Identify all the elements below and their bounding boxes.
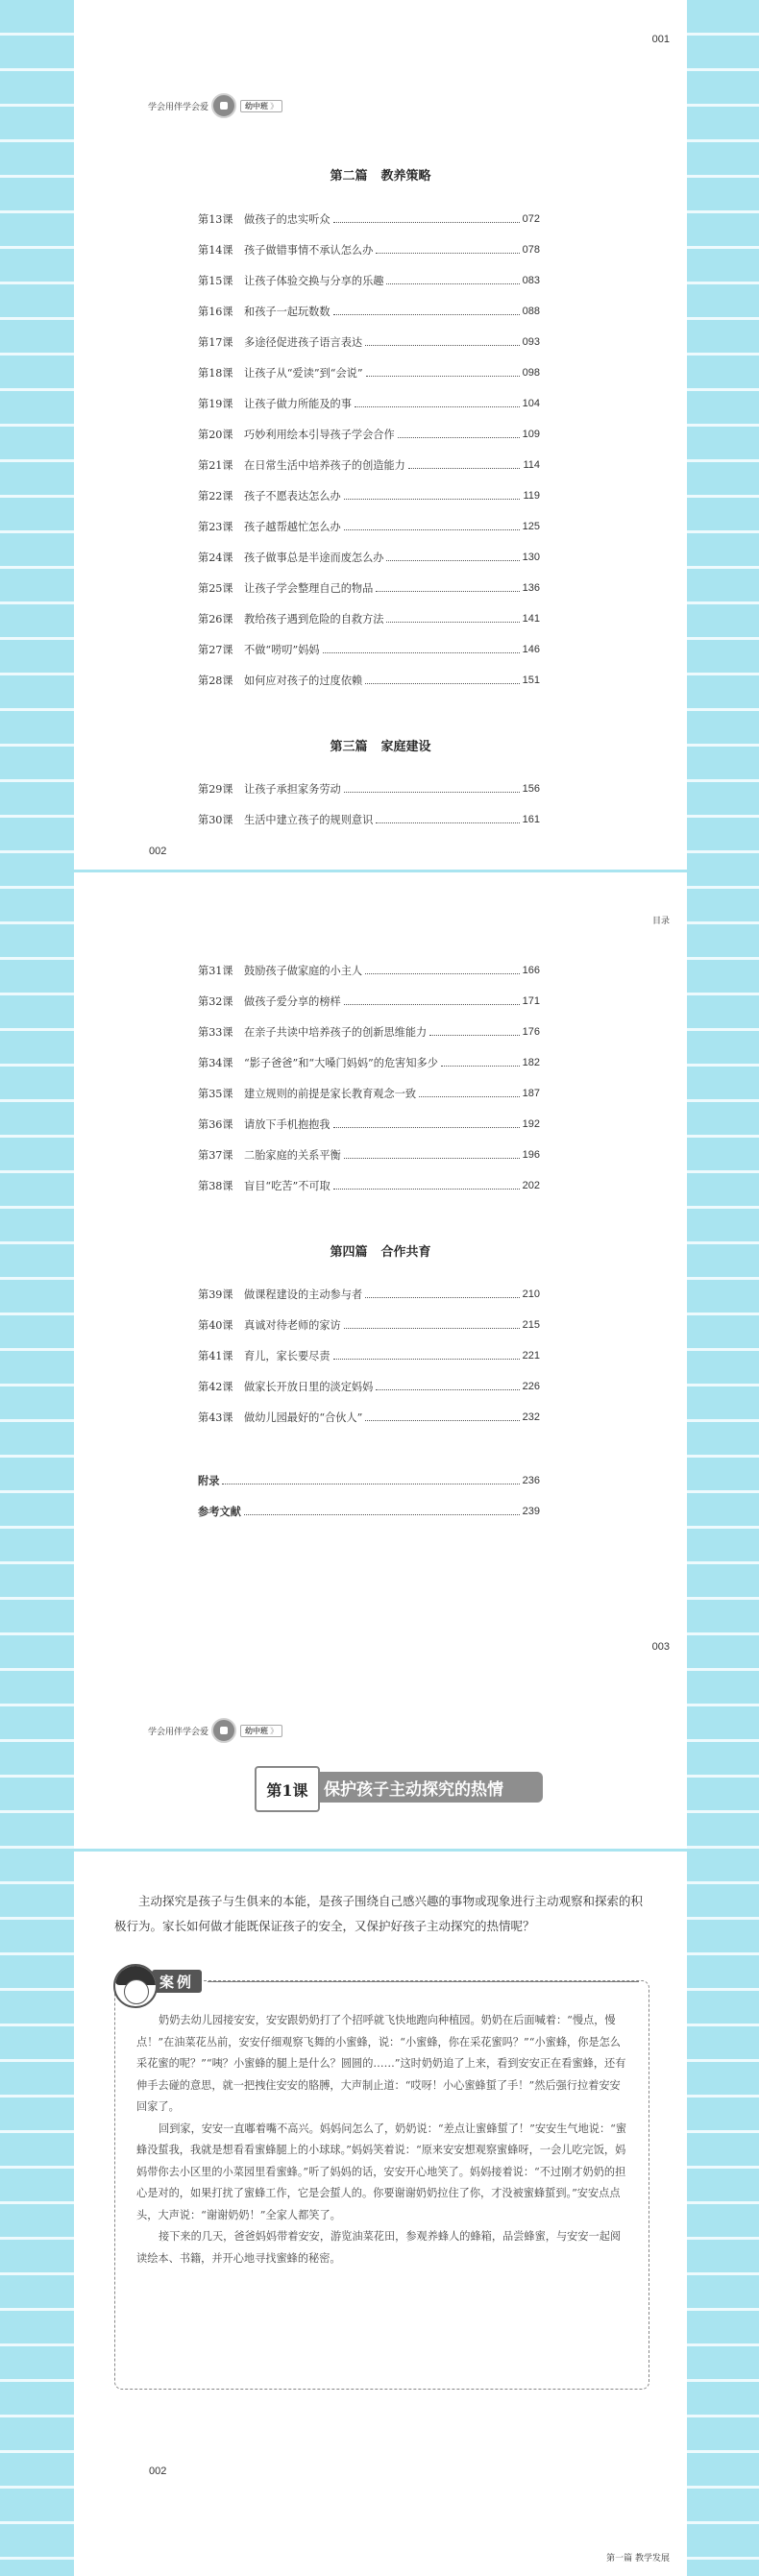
girl-avatar-icon: [113, 1964, 158, 2008]
toc-entry[interactable]: [198, 204, 540, 234]
page-ref: 171: [522, 995, 540, 1007]
running-header: [148, 93, 340, 120]
lesson-number: 第32课: [198, 995, 233, 1008]
case-label: 案例: [152, 1970, 202, 1993]
toc-entry[interactable]: [198, 634, 540, 665]
series-logo-icon: [211, 93, 236, 118]
lesson-label: 第1课: [255, 1766, 320, 1812]
dot-leader: [365, 973, 520, 974]
lesson-title: 保护孩子主动探究的热情: [308, 1772, 543, 1803]
dot-leader: [419, 1096, 520, 1097]
lesson-title: 让孩子学会整理自己的物品: [244, 582, 374, 595]
toc-entry[interactable]: [198, 542, 540, 573]
toc-entry[interactable]: [198, 1402, 540, 1433]
lesson-title: 让孩子体验交换与分享的乐趣: [244, 275, 384, 287]
dot-leader: [323, 652, 520, 653]
toc-entry[interactable]: [198, 1047, 540, 1078]
dot-leader: [344, 499, 521, 500]
page-ref: 141: [522, 613, 540, 625]
page-ref: 232: [522, 1411, 540, 1423]
lesson-title: 孩子做事总是半途而废怎么办: [244, 552, 384, 564]
dot-leader: [333, 222, 520, 223]
dot-leader: [376, 1389, 519, 1390]
page-ref: 114: [523, 459, 540, 471]
series-logo-icon: [211, 1718, 236, 1743]
toc-appendix: [198, 1465, 540, 1527]
lesson-number: 第29课: [198, 783, 233, 796]
dot-leader: [333, 1359, 520, 1360]
grade-tag: 幼中班 》: [240, 100, 282, 112]
toc-entry[interactable]: [198, 511, 540, 542]
page-ref: 109: [522, 429, 540, 440]
dot-leader: [386, 283, 519, 284]
toc-entry[interactable]: 附录 236: [198, 1474, 540, 1487]
page-ref: 136: [522, 582, 540, 594]
page-ref: 192: [522, 1118, 540, 1130]
series-title: 学会用伴学会爱: [148, 1727, 209, 1736]
dot-leader: [386, 560, 519, 561]
toc-page-1: [74, 0, 687, 870]
lesson-title: 做幼儿园最好的“合伙人”: [244, 1411, 363, 1424]
lesson-number: 第37课: [198, 1149, 233, 1162]
dot-leader: [344, 792, 520, 793]
lesson-number: 第38课: [198, 1180, 233, 1192]
dot-leader: [429, 1035, 519, 1036]
lesson-title: 盲目“吃苦”不可取: [244, 1180, 331, 1192]
toc-entry[interactable]: [198, 327, 540, 357]
divider: [208, 1981, 639, 1982]
toc-entry[interactable]: [198, 1310, 540, 1340]
dot-leader: [386, 622, 519, 623]
page-number: 002: [149, 2466, 167, 2477]
section-title: 第三篇 家庭建设: [330, 740, 431, 754]
page-ref: 161: [522, 814, 540, 825]
toc-entry[interactable]: [198, 265, 540, 296]
toc-entry[interactable]: [198, 357, 540, 388]
toc-entry[interactable]: [198, 480, 540, 511]
lesson-number: 第36课: [198, 1118, 233, 1131]
toc-entry[interactable]: [198, 1109, 540, 1140]
page-number: 002: [149, 846, 167, 857]
lesson-number: 第40课: [198, 1319, 233, 1332]
lesson-title: 孩子越帮越忙怎么办: [244, 521, 341, 533]
lesson-title: 巧妙利用绘本引导孩子学会合作: [244, 429, 395, 441]
dot-leader: [344, 1158, 520, 1159]
lesson-title: 如何应对孩子的过度依赖: [244, 675, 363, 687]
lesson-number: 第27课: [198, 644, 233, 656]
lesson-number: 第15课: [198, 275, 233, 287]
toc-list: [198, 1279, 540, 1433]
lesson-number: 第34课: [198, 1057, 233, 1069]
lesson-title: 让孩子做力所能及的事: [244, 398, 352, 410]
page-ref: 215: [522, 1319, 540, 1331]
page-ref: 125: [522, 521, 540, 532]
page-ref: 202: [522, 1180, 540, 1191]
dot-leader: [365, 683, 520, 684]
page-ref: 196: [522, 1149, 540, 1161]
dot-leader: [376, 253, 519, 254]
section-title: 第四篇 合作共育: [330, 1245, 431, 1260]
toc-entry[interactable]: [198, 1078, 540, 1109]
dot-leader: [376, 591, 519, 592]
toc-entry[interactable]: [198, 804, 540, 835]
toc-entry[interactable]: [198, 419, 540, 450]
lesson-number: 第39课: [198, 1288, 233, 1301]
page-ref: 072: [522, 213, 540, 225]
toc-entry[interactable]: [198, 665, 540, 696]
toc-entry[interactable]: [198, 296, 540, 327]
lesson-title: 做孩子爱分享的榜样: [244, 995, 341, 1008]
lesson-title: 不做“唠叨”妈妈: [244, 644, 320, 656]
toc-entry[interactable]: [198, 986, 540, 1017]
page-ref: 098: [522, 367, 540, 379]
page-ref: 093: [522, 336, 540, 348]
toc-list: [198, 955, 540, 1201]
case-paragraph: 回到家，安安一直嘟着嘴不高兴。妈妈问怎么了，奶奶说：“差点让蜜蜂蜇了！”安安生气地说：“蜜蜂没蜇我，我就是想看看蜜蜂腿上的小球球。”妈妈笑着说：“原来安安想观察蜜蜂呀，一会儿吃完饭，妈妈带你去小区里的小菜园里看蜜蜂。”听了妈妈的话，安安开心地笑了。妈妈接着说：“不过刚才奶奶的担心是对的，如果打扰了蜜蜂工作，它是会蜇人的。你要谢谢奶奶拉住了你，才没被蜜蜂蜇到。”安安点点头，大声说：“谢谢奶奶！”全家人都笑了。: [136, 2122, 627, 2221]
lesson-title: 做课程建设的主动参与者: [244, 1288, 363, 1301]
lesson-number: 第16课: [198, 306, 233, 318]
lesson-number: 第41课: [198, 1350, 233, 1362]
lesson-number: 第33课: [198, 1026, 233, 1039]
page-ref: 130: [522, 552, 540, 563]
dot-leader: [355, 406, 520, 407]
dot-leader: [333, 314, 520, 315]
lesson-title: 和孩子一起玩数数: [244, 306, 331, 318]
toc-entry[interactable]: [198, 1170, 540, 1201]
dot-leader: [366, 376, 520, 377]
lesson-title: 让孩子从“爱读”到“会说”: [244, 367, 363, 380]
toc-entry[interactable]: [198, 1340, 540, 1371]
page-ref: 156: [522, 783, 540, 795]
page-ref: 088: [522, 306, 540, 317]
section-title: 第二篇 教养策略: [330, 169, 431, 184]
lesson-title-banner: [255, 1766, 543, 1812]
dot-leader: [344, 1328, 520, 1329]
toc-list: [198, 773, 540, 835]
lesson-number: 第28课: [198, 675, 233, 687]
lesson-title: “影子爸爸”和“大嗓门妈妈”的危害知多少: [244, 1057, 438, 1069]
toc-entry[interactable]: [198, 1017, 540, 1047]
page-ref: 187: [522, 1088, 540, 1099]
dot-leader: [441, 1066, 520, 1067]
dot-leader: [344, 1004, 520, 1005]
lesson-number: 第22课: [198, 490, 233, 503]
case-paragraph: 奶奶去幼儿园接安安，安安跟奶奶打了个招呼就飞快地跑向种植园。奶奶在后面喊着：“慢点，慢点！”在油菜花丛前，安安仔细观察飞舞的小蜜蜂，说：“小蜜蜂，你在采花蜜吗？”“小蜜蜂，你是怎么采花蜜的呢？”“咦？小蜜蜂的腿上是什么？圆圆的……”这时奶奶追了上来，看到安安正在看蜜蜂，还有伸手去碰的意思，就一把拽住安安的胳膊，大声制止道：“哎呀！小心蜜蜂蜇了手！”然后强行拉着安安回家了。: [136, 2014, 626, 2113]
lesson-number: 第14课: [198, 244, 233, 257]
page-ref: 146: [522, 644, 540, 655]
lesson-number: 第35课: [198, 1088, 233, 1100]
footer-section: 第一篇 教学发展: [606, 2554, 670, 2564]
toc-list: [198, 204, 540, 696]
toc-entry[interactable]: [198, 450, 540, 480]
lesson-title: 生活中建立孩子的规则意识: [244, 814, 374, 826]
dot-leader: [398, 437, 520, 438]
lesson-number: 第24课: [198, 552, 233, 564]
page-ref: 119: [523, 490, 540, 502]
dot-leader: [408, 468, 521, 469]
lesson-number: 第19课: [198, 398, 233, 410]
page-number: 003: [651, 1641, 670, 1653]
lesson-title: 真诚对待老师的家访: [244, 1319, 341, 1332]
toc-page-2: [74, 872, 687, 1849]
lesson-number: 第13课: [198, 213, 233, 226]
lesson-title: 鼓励孩子做家庭的小主人: [244, 965, 363, 977]
lesson-number: 第26课: [198, 613, 233, 626]
lesson-number: 第23课: [198, 521, 233, 533]
lesson-title: 建立规则的前提是家长教育观念一致: [244, 1088, 417, 1100]
catalog-mark: 目录: [651, 917, 670, 926]
intro-paragraph: 主动探究是孩子与生俱来的本能，是孩子围绕自己感兴趣的事物或现象进行主动观察和探索的积极行为。家长如何做才能既保证孩子的安全，又保护好孩子主动探究的热情呢？: [114, 1894, 644, 1933]
lesson-title: 让孩子承担家务劳动: [244, 783, 341, 796]
lesson-page: [74, 1779, 687, 2576]
lesson-number: 第21课: [198, 459, 233, 472]
lesson-title: 教给孩子遇到危险的自救方法: [244, 613, 384, 626]
lesson-title: 做家长开放日里的淡定妈妈: [244, 1381, 374, 1393]
lesson-number: 第30课: [198, 814, 233, 826]
lesson-title: 在日常生活中培养孩子的创造能力: [244, 459, 405, 472]
page-ref: 176: [522, 1026, 540, 1038]
case-box: [114, 1973, 649, 2390]
lesson-number: 第43课: [198, 1411, 233, 1424]
page-ref: 151: [522, 675, 540, 686]
lesson-title: 做孩子的忠实听众: [244, 213, 331, 226]
lesson-title: 孩子不愿表达怎么办: [244, 490, 341, 503]
dot-leader: [365, 1420, 519, 1421]
dot-leader: [344, 529, 520, 530]
lesson-number: 第17课: [198, 336, 233, 349]
page-ref: 182: [522, 1057, 540, 1068]
lesson-number: 第31课: [198, 965, 233, 977]
grade-tag: 幼中班 》: [240, 1725, 282, 1737]
lesson-title: 孩子做错事情不承认怎么办: [244, 244, 374, 257]
page-ref: 083: [522, 275, 540, 286]
page-ref: 210: [522, 1288, 540, 1300]
lesson-title: 育儿，家长要尽责: [244, 1350, 331, 1362]
page-number: 001: [651, 34, 670, 45]
lesson-number: 第18课: [198, 367, 233, 380]
lesson-title: 请放下手机抱抱我: [244, 1118, 331, 1131]
page-ref: 221: [522, 1350, 540, 1362]
page-ref: 104: [522, 398, 540, 409]
page-ref: 166: [522, 965, 540, 976]
case-paragraph: 接下来的几天，爸爸妈妈带着安安，游览油菜花田，参观养蜂人的蜂箱，品尝蜂蜜，与安安一起阅读绘本、书籍，并开心地寻找蜜蜂的秘密。: [136, 2230, 622, 2265]
toc-entry[interactable]: [198, 1371, 540, 1402]
lesson-number: 第20课: [198, 429, 233, 441]
dot-leader: [333, 1189, 520, 1190]
dot-leader: [365, 1297, 520, 1298]
toc-entry[interactable]: [198, 1140, 540, 1170]
dot-leader: [376, 822, 519, 823]
dot-leader: [333, 1127, 520, 1128]
toc-entry[interactable]: [198, 955, 540, 986]
lesson-title: 多途径促进孩子语言表达: [244, 336, 363, 349]
page-ref: 078: [522, 244, 540, 256]
case-text: [136, 2010, 628, 2269]
toc-entry[interactable]: 参考文献 239: [198, 1505, 540, 1518]
lesson-title: 二胎家庭的关系平衡: [244, 1149, 341, 1162]
toc-entry[interactable]: [198, 1279, 540, 1310]
lesson-number: 第42课: [198, 1381, 233, 1393]
running-header: [148, 1718, 340, 1745]
toc-entry[interactable]: [198, 603, 540, 634]
toc-entry[interactable]: [198, 773, 540, 804]
toc-entry[interactable]: [198, 573, 540, 603]
toc-entry[interactable]: [198, 234, 540, 265]
lesson-number: 第25课: [198, 582, 233, 595]
series-title: 学会用伴学会爱: [148, 102, 209, 111]
page-ref: 226: [522, 1381, 540, 1392]
lesson-title: 在亲子共读中培养孩子的创新思维能力: [244, 1026, 428, 1039]
toc-entry[interactable]: [198, 388, 540, 419]
dot-leader: [365, 345, 520, 346]
